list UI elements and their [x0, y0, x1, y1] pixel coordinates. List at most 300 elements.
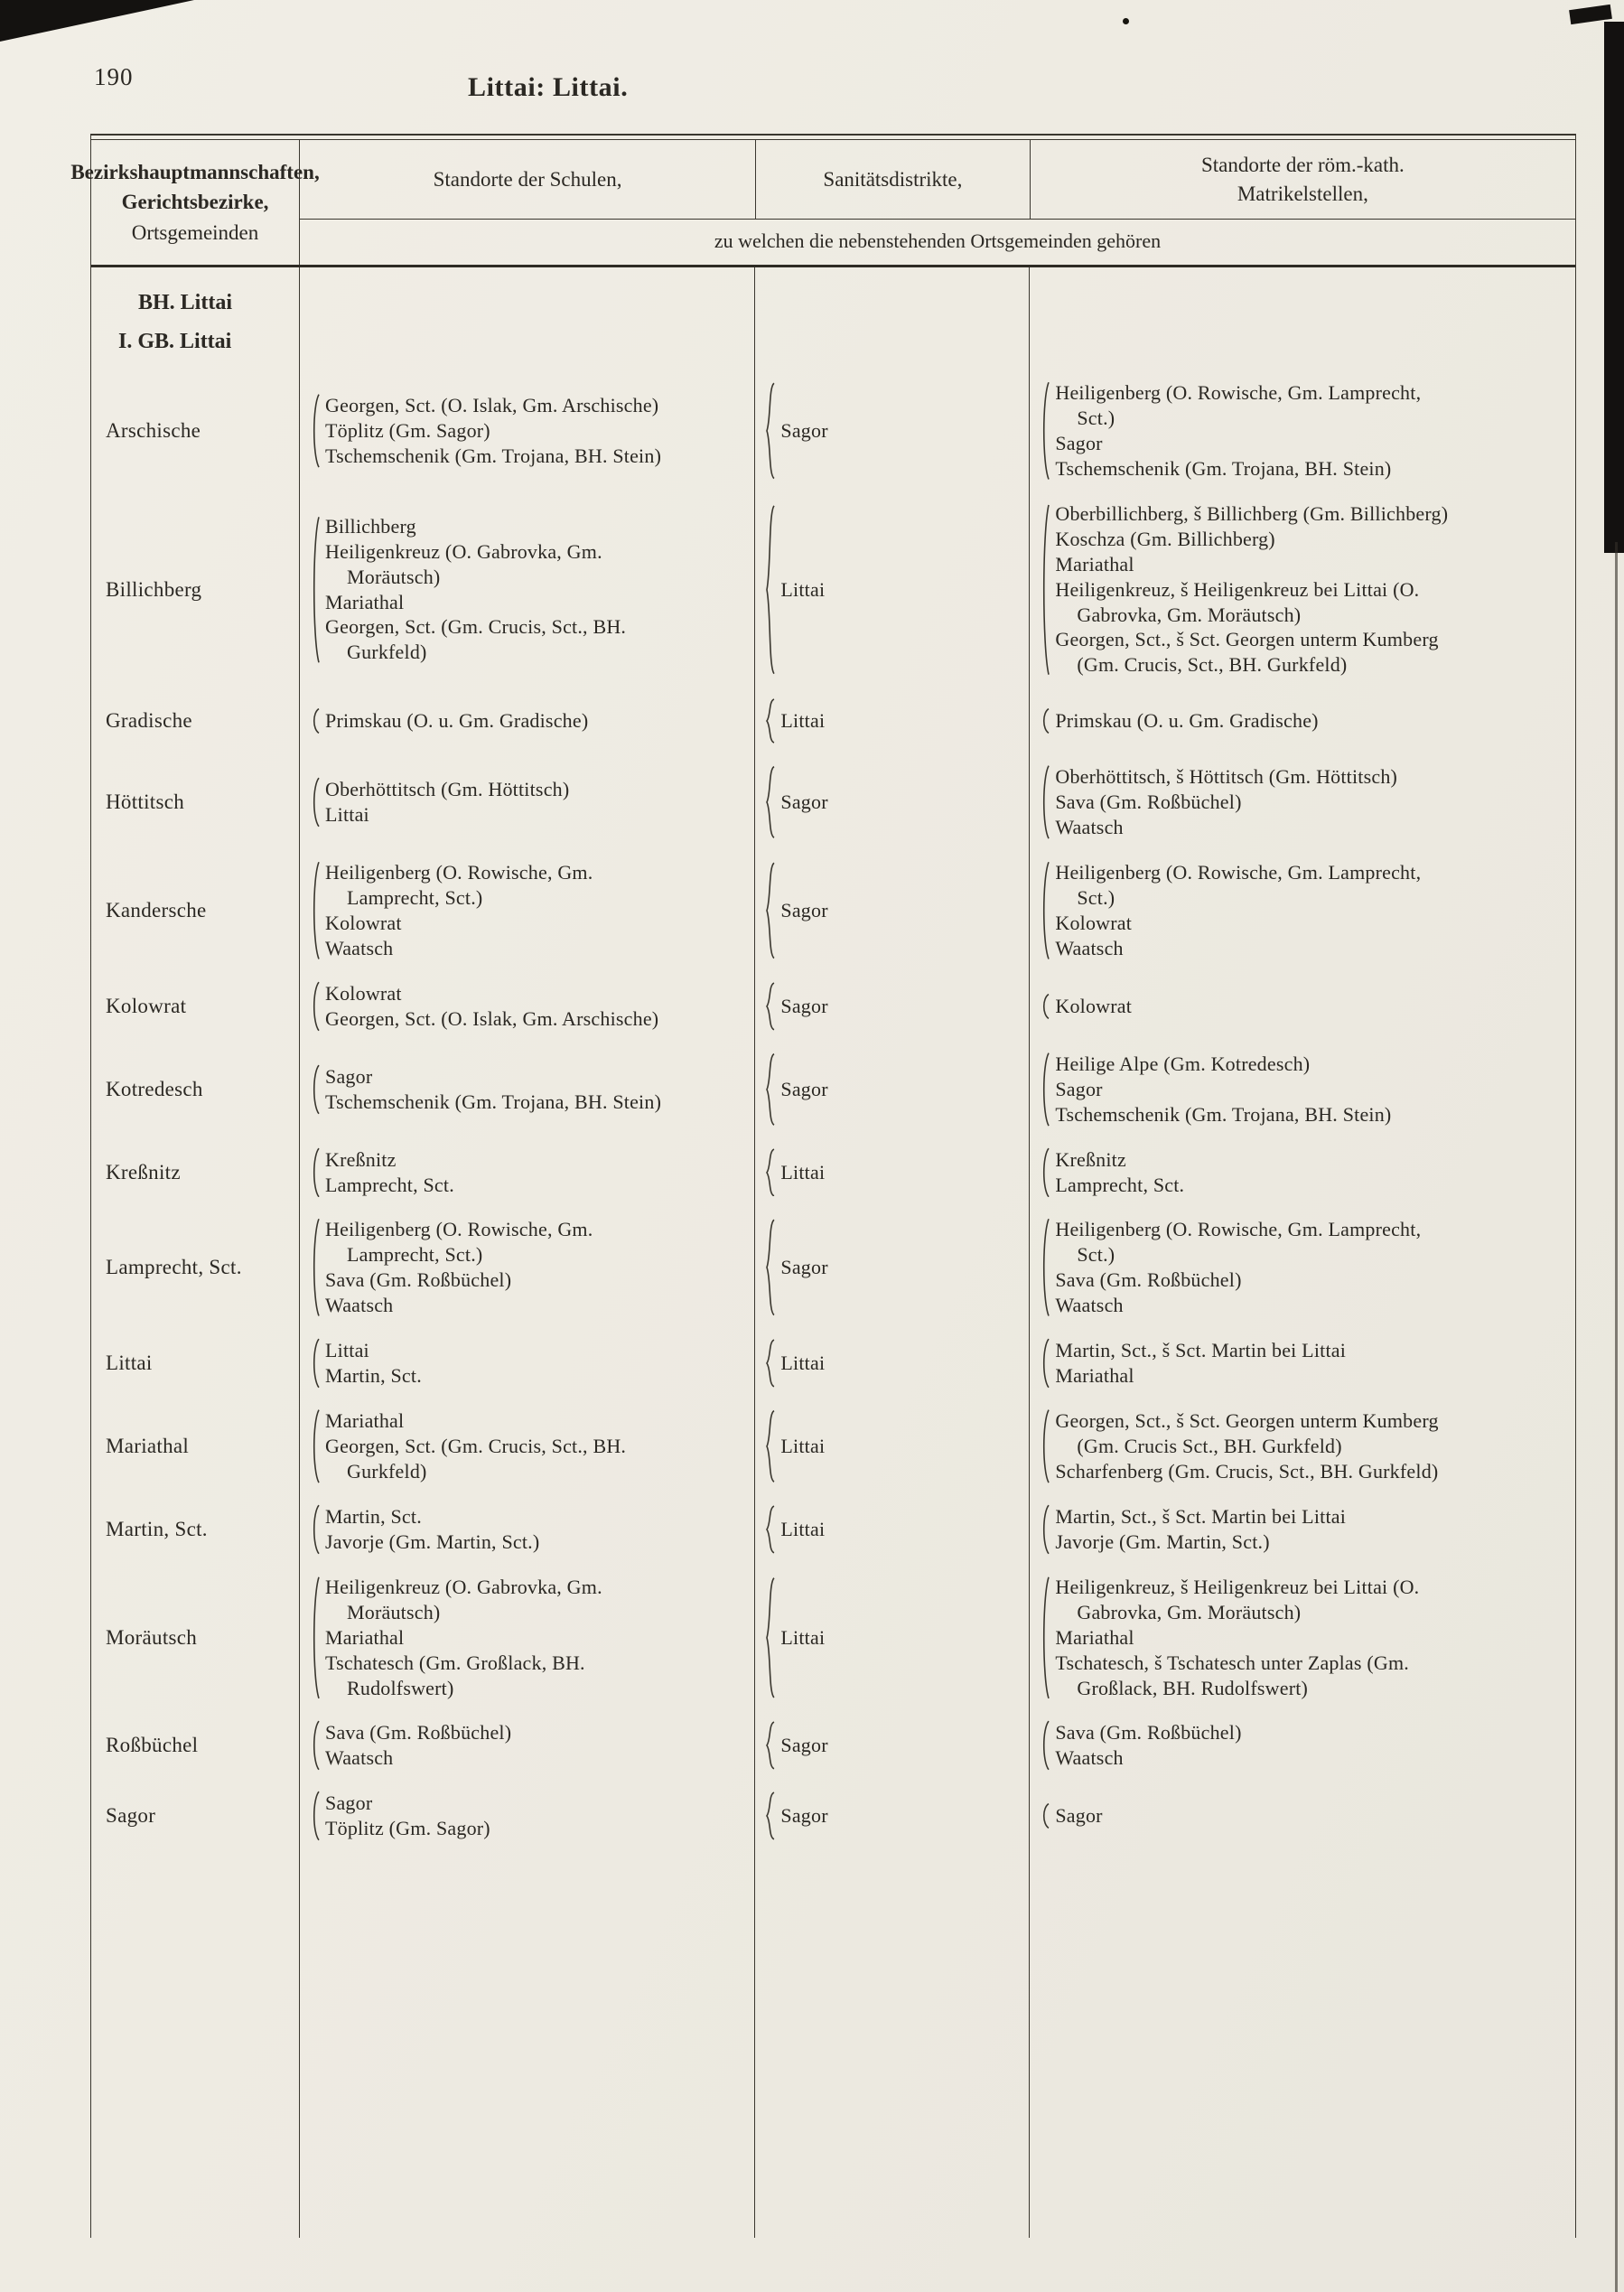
gemeinde-row	[91, 1137, 1575, 1208]
gemeinde-name-cell	[91, 754, 299, 850]
matrikel-entry-group	[1037, 1408, 1463, 1484]
matrikel-entry: Lamprecht, Sct.	[1055, 1173, 1185, 1196]
schule-entry: Georgen, Sct. (O. Islak, Gm. Arschische)	[325, 393, 659, 416]
gemeinde-name-cell	[91, 850, 299, 971]
paren-brace-icon	[309, 777, 320, 828]
sanitaetsdistrikt-cell	[754, 1137, 1029, 1208]
schule-entry: Oberhöttitsch (Gm. Höttitsch)	[325, 778, 570, 801]
schulen-cell	[299, 491, 754, 688]
sanitaetsdistrikt-entry-group	[762, 1505, 1022, 1554]
gemeinde-name: Martin, Sct.	[106, 1517, 208, 1540]
header-columns	[300, 140, 1575, 220]
schule-entry: Primskau (O. u. Gm. Gradische)	[325, 709, 589, 733]
curly-brace-icon	[764, 1339, 775, 1388]
gemeinde-name: Kreßnitz	[106, 1160, 181, 1183]
schule-entry-group	[307, 860, 688, 961]
sanitaetsdistrikt-entry: Sagor	[780, 899, 828, 922]
sanitaetsdistrikt-entry-list	[780, 1255, 827, 1280]
section-gb-littai: I. GB. Littai	[118, 330, 232, 353]
matrikel-entry-group	[1037, 380, 1463, 482]
header-line: Ortsgemeinden	[131, 220, 259, 244]
schule-entry: Kolowrat	[325, 912, 402, 934]
matrikel-entry: Heiligenberg (O. Rowische, Gm. Lamprecht, Sct.)	[1055, 1218, 1422, 1267]
schule-entry: Waatsch	[325, 1746, 394, 1770]
paren-brace-icon	[309, 1575, 320, 1701]
matrikel-entry: Heiligenkreuz, š Heiligenkreuz bei Littai (O. Gabrovka, Gm. Moräutsch)	[1055, 1575, 1420, 1623]
sanitaetsdistrikt-entry: Sagor	[780, 1077, 828, 1100]
sanitaetsdistrikt-entry-group	[762, 861, 1022, 960]
matrikel-entry-list	[1055, 1147, 1184, 1198]
sanitaetsdistrikt-entry-list	[780, 1803, 827, 1829]
schule-entry-list	[325, 1338, 422, 1389]
schule-entry: Sava (Gm. Roßbüchel)	[325, 1721, 512, 1745]
gemeinde-name-cell	[91, 971, 299, 1042]
sanitaetsdistrikt-entry-group	[762, 765, 1022, 839]
matrikel-cell	[1029, 491, 1575, 688]
sanitaetsdistrikt-entry-list	[780, 418, 827, 444]
sanitaetsdistrikt-entry: Sagor	[780, 418, 828, 442]
paren-brace-icon	[1039, 501, 1050, 678]
matrikel-entry: Tschatesch, š Tschatesch unter Zaplas (Gm. Großlack, BH. Rudolfswert)	[1055, 1651, 1409, 1699]
sanitaetsdistrikt-entry-group	[762, 1052, 1022, 1127]
matrikel-entry-group	[1037, 1720, 1241, 1771]
empty-cell	[754, 267, 1029, 370]
sanitaetsdistrikt-cell	[754, 491, 1029, 688]
sanitaetsdistrikt-entry: Littai	[780, 709, 826, 733]
empty-cell	[299, 267, 754, 370]
schule-entry: Heiligenkreuz (O. Gabrovka, Gm. Moräutsch)	[325, 1575, 602, 1623]
matrikel-cell	[1029, 754, 1575, 850]
gemeinde-name: Gradische	[106, 709, 192, 733]
schule-entry-list	[325, 1064, 661, 1115]
schule-entry-list	[325, 393, 661, 469]
sanitaetsdistrikt-cell	[754, 754, 1029, 850]
matrikel-entry-group	[1037, 860, 1463, 961]
schule-entry: Heiligenkreuz (O. Gabrovka, Gm. Moräutsch)	[325, 539, 602, 588]
schule-entry-list	[325, 708, 588, 734]
matrikel-entry: Waatsch	[1055, 816, 1124, 839]
matrikel-entry: Tschemschenik (Gm. Trojana, BH. Stein)	[1055, 456, 1392, 480]
schulen-cell	[299, 1042, 754, 1137]
sanitaetsdistrikt-cell	[754, 1710, 1029, 1781]
schule-entry-group	[307, 1217, 688, 1318]
matrikel-cell	[1029, 1207, 1575, 1328]
paren-brace-icon	[1039, 1052, 1050, 1127]
header-col-matrikelstellen	[1030, 140, 1575, 219]
paren-brace-icon	[309, 981, 320, 1032]
sanitaetsdistrikt-entry: Littai	[780, 1517, 826, 1540]
schule-entry-group	[307, 1408, 688, 1484]
sanitaetsdistrikt-cell	[754, 1494, 1029, 1565]
paren-brace-icon	[1039, 764, 1050, 840]
schule-entry-group	[307, 1720, 511, 1771]
schule-entry-group	[307, 708, 588, 734]
gemeinde-row	[91, 1042, 1575, 1137]
matrikel-cell	[1029, 1494, 1575, 1565]
paren-brace-icon	[309, 860, 320, 961]
schule-entry: Tschatesch (Gm. Großlack, BH. Rudolfswert)	[325, 1651, 585, 1699]
page-title: Littai: Littai.	[468, 72, 629, 102]
sanitaetsdistrikt-entry: Sagor	[780, 1734, 828, 1757]
matrikel-entry: Scharfenberg (Gm. Crucis, Sct., BH. Gurkfeld)	[1055, 1459, 1439, 1483]
paren-brace-icon	[309, 514, 320, 666]
matrikel-entry-group	[1037, 1504, 1346, 1555]
matrikel-entry: Mariathal	[1055, 552, 1134, 575]
sanitaetsdistrikt-entry: Sagor	[780, 791, 828, 814]
matrikel-cell	[1029, 1328, 1575, 1399]
schulen-cell	[299, 1710, 754, 1781]
gemeinde-name: Arschische	[106, 418, 201, 442]
paren-brace-icon	[1039, 708, 1050, 734]
sanitaetsdistrikt-entry-group	[762, 1218, 1022, 1317]
gemeinde-name-cell	[91, 491, 299, 688]
gemeinde-row	[91, 1494, 1575, 1565]
empty-cell	[1029, 1851, 1575, 2238]
gemeinde-name: Roßbüchel	[106, 1734, 199, 1757]
sanitaetsdistrikt-entry-list	[780, 708, 825, 734]
scan-artifact-dot	[1123, 18, 1129, 24]
matrikel-entry-list	[1055, 764, 1397, 840]
matrikel-entry-list	[1055, 860, 1463, 961]
header-line: Bezirkshauptmannschaften,	[70, 160, 320, 183]
schule-entry-list	[325, 1720, 511, 1771]
matrikel-entry: Javorje (Gm. Martin, Sct.)	[1055, 1530, 1270, 1553]
scan-artifact-right-bar	[1604, 22, 1624, 553]
sanitaetsdistrikt-entry-list	[780, 1434, 825, 1459]
curly-brace-icon	[764, 1052, 775, 1127]
paren-brace-icon	[309, 1408, 320, 1484]
section-header-row	[91, 267, 1575, 370]
gemeinde-row	[91, 1710, 1575, 1781]
gemeinde-name-cell	[91, 1399, 299, 1494]
paren-brace-icon	[1039, 1504, 1050, 1555]
schule-entry: Sagor	[325, 1792, 373, 1815]
scan-artifact-right-edge	[1615, 542, 1618, 2292]
sanitaetsdistrikt-entry: Littai	[780, 1625, 826, 1649]
sanitaetsdistrikt-entry-list	[780, 898, 827, 923]
matrikel-entry-list	[1055, 1504, 1346, 1555]
matrikel-entry: Heiligenberg (O. Rowische, Gm. Lamprecht, Sct.)	[1055, 381, 1422, 429]
sanitaetsdistrikt-entry: Littai	[780, 577, 826, 601]
schulen-cell	[299, 370, 754, 491]
curly-brace-icon	[764, 1148, 775, 1197]
paren-brace-icon	[1039, 380, 1050, 482]
curly-brace-icon	[764, 861, 775, 960]
schulen-cell	[299, 850, 754, 971]
matrikel-entry: Kolowrat	[1055, 994, 1133, 1017]
matrikel-entry-list	[1055, 1803, 1102, 1829]
schule-entry-group	[307, 1504, 539, 1555]
gemeinde-name: Kolowrat	[106, 994, 187, 1017]
matrikel-entry: Oberbillichberg, š Billichberg (Gm. Billichberg)	[1055, 501, 1449, 525]
curly-brace-icon	[764, 765, 775, 839]
sanitaetsdistrikt-cell	[754, 1207, 1029, 1328]
matrikel-entry-list	[1055, 1408, 1463, 1484]
schule-entry: Littai	[325, 803, 369, 827]
schule-entry: Martin, Sct.	[325, 1364, 422, 1388]
sanitaetsdistrikt-entry: Sagor	[780, 994, 828, 1017]
schulen-cell	[299, 1494, 754, 1565]
matrikel-entry-list	[1055, 708, 1318, 734]
paren-brace-icon	[309, 1217, 320, 1318]
sanitaetsdistrikt-entry-list	[780, 577, 825, 603]
paren-brace-icon	[1039, 860, 1050, 961]
schule-entry-list	[325, 1575, 688, 1701]
paren-brace-icon	[1039, 994, 1050, 1019]
matrikel-entry: Mariathal	[1055, 1625, 1134, 1649]
sanitaetsdistrikt-entry: Littai	[780, 1352, 826, 1375]
scan-artifact-top-left	[0, 0, 194, 42]
matrikel-entry: Oberhöttitsch, š Höttitsch (Gm. Höttitsch)	[1055, 765, 1398, 789]
sanitaetsdistrikt-cell	[754, 688, 1029, 754]
schule-entry-group	[307, 1147, 454, 1198]
matrikel-entry-group	[1037, 1803, 1102, 1829]
paren-brace-icon	[309, 1064, 320, 1115]
schule-entry-list	[325, 514, 688, 666]
matrikel-entry-list	[1055, 994, 1132, 1019]
schulen-cell	[299, 688, 754, 754]
gemeinde-row	[91, 1565, 1575, 1711]
sanitaetsdistrikt-cell	[754, 1565, 1029, 1711]
sanitaetsdistrikt-cell	[754, 370, 1029, 491]
sanitaetsdistrikt-entry-group	[762, 1339, 1022, 1388]
sanitaetsdistrikt-cell	[754, 1328, 1029, 1399]
matrikel-entry: Primskau (O. u. Gm. Gradische)	[1055, 709, 1319, 733]
sanitaetsdistrikt-entry-group	[762, 381, 1022, 481]
gemeinde-name-cell	[91, 1494, 299, 1565]
sanitaetsdistrikt-cell	[754, 1399, 1029, 1494]
table-top-rule	[91, 134, 1575, 140]
schule-entry-group	[307, 514, 688, 666]
schulen-cell	[299, 1207, 754, 1328]
matrikel-entry: Sava (Gm. Roßbüchel)	[1055, 791, 1242, 814]
schule-entry-list	[325, 1408, 688, 1484]
matrikel-cell	[1029, 850, 1575, 971]
sanitaetsdistrikt-entry-list	[780, 1625, 825, 1651]
matrikel-cell	[1029, 1710, 1575, 1781]
gemeinde-name: Billichberg	[106, 577, 202, 601]
schule-entry: Kolowrat	[325, 981, 402, 1005]
schule-entry: Heiligenberg (O. Rowische, Gm. Lamprecht, Sct.)	[325, 1218, 593, 1267]
paren-brace-icon	[1039, 1575, 1050, 1701]
gemeinde-row	[91, 688, 1575, 754]
matrikel-cell	[1029, 1137, 1575, 1208]
sanitaetsdistrikt-entry-group	[762, 502, 1022, 678]
matrikel-entry-group	[1037, 708, 1318, 734]
schule-entry: Georgen, Sct. (O. Islak, Gm. Arschische)	[325, 1006, 659, 1030]
gemeinde-name: Littai	[106, 1352, 153, 1375]
matrikel-entry: Sagor	[1055, 1077, 1103, 1100]
curly-brace-icon	[764, 982, 775, 1031]
schule-entry-list	[325, 1791, 490, 1841]
empty-cell	[299, 1851, 754, 2238]
matrikel-cell	[1029, 1565, 1575, 1711]
schule-entry: Töplitz (Gm. Sagor)	[325, 1817, 490, 1840]
matrikel-entry: Sagor	[1055, 1804, 1103, 1828]
paren-brace-icon	[309, 1791, 320, 1841]
matrikel-cell	[1029, 1399, 1575, 1494]
matrikel-entry-list	[1055, 380, 1463, 482]
empty-cell	[754, 1851, 1029, 2238]
header-line: Standorte der röm.-kath.	[1200, 154, 1405, 177]
sanitaetsdistrikt-entry-list	[780, 994, 827, 1019]
paren-brace-icon	[309, 393, 320, 469]
gemeinde-row	[91, 370, 1575, 491]
matrikel-entry-group	[1037, 1052, 1391, 1127]
schule-entry: Tschemschenik (Gm. Trojana, BH. Stein)	[325, 1090, 662, 1113]
paren-brace-icon	[1039, 1408, 1050, 1484]
sanitaetsdistrikt-entry-group	[762, 698, 1022, 744]
sanitaetsdistrikt-entry: Sagor	[780, 1804, 828, 1828]
sanitaetsdistrikt-entry-list	[780, 790, 827, 815]
matrikel-cell	[1029, 971, 1575, 1042]
gemeinde-name: Moräutsch	[106, 1625, 198, 1649]
sanitaetsdistrikt-entry-list	[780, 1733, 827, 1758]
gemeinde-name-cell	[91, 1137, 299, 1208]
schule-entry-list	[325, 860, 688, 961]
sanitaetsdistrikt-entry: Sagor	[780, 1256, 828, 1279]
gemeinde-row	[91, 1399, 1575, 1494]
schule-entry-list	[325, 981, 658, 1032]
schule-entry: Littai	[325, 1339, 369, 1362]
sanitaetsdistrikt-entry-group	[762, 1409, 1022, 1483]
matrikel-entry: Tschemschenik (Gm. Trojana, BH. Stein)	[1055, 1102, 1392, 1126]
schule-entry-list	[325, 777, 569, 828]
matrikel-entry: Koschza (Gm. Billichberg)	[1055, 527, 1275, 550]
paren-brace-icon	[1039, 1803, 1050, 1829]
schule-entry: Tschemschenik (Gm. Trojana, BH. Stein)	[325, 444, 662, 467]
sanitaetsdistrikt-entry: Littai	[780, 1435, 826, 1457]
schule-entry-list	[325, 1217, 688, 1318]
gemeinde-row	[91, 754, 1575, 850]
schulen-cell	[299, 754, 754, 850]
header-subnote: zu welchen die nebenstehenden Ortsgemeinden gehören	[714, 229, 1162, 252]
matrikel-entry: Sava (Gm. Roßbüchel)	[1055, 1268, 1242, 1292]
matrikel-cell	[1029, 1781, 1575, 1851]
matrikel-entry-list	[1055, 1720, 1241, 1771]
section-bh-littai: BH. Littai	[138, 291, 233, 314]
sanitaetsdistrikt-cell	[754, 1781, 1029, 1851]
sanitaetsdistrikt-entry-list	[780, 1351, 825, 1376]
sanitaetsdistrikt-entry-list	[780, 1517, 825, 1542]
matrikel-entry: Kreßnitz	[1055, 1147, 1126, 1171]
matrikel-entry: Waatsch	[1055, 936, 1124, 959]
paren-brace-icon	[1039, 1338, 1050, 1389]
matrikel-entry: Georgen, Sct., š Sct. Georgen unterm Kumberg (Gm. Crucis, Sct., BH. Gurkfeld)	[1055, 628, 1439, 677]
header-col-schulen: Standorte der Schulen,	[433, 167, 622, 191]
matrikel-entry: Heilige Alpe (Gm. Kotredesch)	[1055, 1052, 1311, 1075]
schule-entry: Sava (Gm. Roßbüchel)	[325, 1268, 512, 1292]
paren-brace-icon	[1039, 1720, 1050, 1771]
gemeinde-row	[91, 1207, 1575, 1328]
gazetteer-table	[70, 134, 1576, 2238]
gemeinde-name-cell	[91, 1781, 299, 1851]
sanitaetsdistrikt-cell	[754, 1042, 1029, 1137]
schulen-cell	[299, 971, 754, 1042]
matrikel-entry: Waatsch	[1055, 1294, 1124, 1317]
empty-cell	[1029, 267, 1575, 370]
matrikel-entry-list	[1055, 1052, 1391, 1127]
matrikel-entry: Heiligenberg (O. Rowische, Gm. Lamprecht, Sct.)	[1055, 861, 1422, 910]
matrikel-entry: Mariathal	[1055, 1364, 1134, 1388]
gemeinde-name: Kotredesch	[106, 1077, 203, 1100]
schule-entry: Kreßnitz	[325, 1147, 397, 1171]
sanitaetsdistrikt-entry-group	[762, 982, 1022, 1031]
gemeinde-name: Lamprecht, Sct.	[106, 1256, 242, 1279]
gemeinde-name-cell	[91, 1042, 299, 1137]
matrikel-entry: Georgen, Sct., š Sct. Georgen unterm Kumberg (Gm. Crucis Sct., BH. Gurkfeld)	[1055, 1409, 1439, 1457]
paren-brace-icon	[309, 1147, 320, 1198]
curly-brace-icon	[764, 1505, 775, 1554]
schule-entry-group	[307, 1064, 661, 1115]
schule-entry-list	[325, 1504, 539, 1555]
header-right-block	[299, 140, 1575, 265]
curly-brace-icon	[764, 381, 775, 481]
matrikel-entry-group	[1037, 1217, 1463, 1318]
schulen-cell	[299, 1328, 754, 1399]
gemeinde-row	[91, 491, 1575, 688]
schule-entry-group	[307, 1338, 422, 1389]
sanitaetsdistrikt-entry-group	[762, 1721, 1022, 1770]
schule-entry: Mariathal	[325, 590, 405, 613]
paren-brace-icon	[1039, 1147, 1050, 1198]
schule-entry: Mariathal	[325, 1625, 405, 1649]
matrikel-cell	[1029, 688, 1575, 754]
schule-entry: Javorje (Gm. Martin, Sct.)	[325, 1530, 540, 1553]
schule-entry: Heiligenberg (O. Rowische, Gm. Lamprecht, Sct.)	[325, 861, 593, 910]
curly-brace-icon	[764, 1721, 775, 1770]
empty-cell	[91, 1851, 299, 2238]
header-line: Matrikelstellen,	[1237, 182, 1368, 205]
matrikel-cell	[1029, 370, 1575, 491]
schule-entry: Georgen, Sct. (Gm. Crucis, Sct., BH. Gurkfeld)	[325, 1435, 627, 1483]
sanitaetsdistrikt-cell	[754, 850, 1029, 971]
schule-entry: Sagor	[325, 1064, 373, 1088]
sanitaetsdistrikt-entry: Littai	[780, 1160, 826, 1183]
matrikel-entry-group	[1037, 994, 1132, 1019]
matrikel-entry-group	[1037, 501, 1463, 678]
matrikel-entry-list	[1055, 1575, 1463, 1701]
sanitaetsdistrikt-cell	[754, 971, 1029, 1042]
paren-brace-icon	[1039, 1217, 1050, 1318]
table-header-row	[70, 140, 1575, 267]
table-rows	[91, 370, 1575, 1851]
schule-entry-list	[325, 1147, 454, 1198]
schule-entry: Töplitz (Gm. Sagor)	[325, 418, 490, 442]
matrikel-entry: Kolowrat	[1055, 912, 1133, 934]
curly-brace-icon	[764, 1576, 775, 1700]
gemeinde-name-cell	[91, 1328, 299, 1399]
sanitaetsdistrikt-entry-group	[762, 1148, 1022, 1197]
matrikel-entry-list	[1055, 1217, 1463, 1318]
schulen-cell	[299, 1565, 754, 1711]
schulen-cell	[299, 1399, 754, 1494]
gemeinde-name: Kandersche	[106, 899, 207, 921]
matrikel-entry-group	[1037, 1575, 1463, 1701]
gemeinde-row	[91, 1781, 1575, 1851]
schule-entry-group	[307, 393, 661, 469]
paren-brace-icon	[309, 1338, 320, 1389]
sanitaetsdistrikt-entry-list	[780, 1077, 827, 1102]
schule-entry-group	[307, 1791, 490, 1841]
schule-entry-group	[307, 1575, 688, 1701]
schule-entry: Lamprecht, Sct.	[325, 1173, 454, 1196]
gemeinde-row	[91, 1328, 1575, 1399]
matrikel-entry-group	[1037, 1147, 1184, 1198]
header-line: Gerichtsbezirke,	[121, 191, 269, 214]
schule-entry-group	[307, 777, 569, 828]
matrikel-entry-list	[1055, 1338, 1346, 1389]
